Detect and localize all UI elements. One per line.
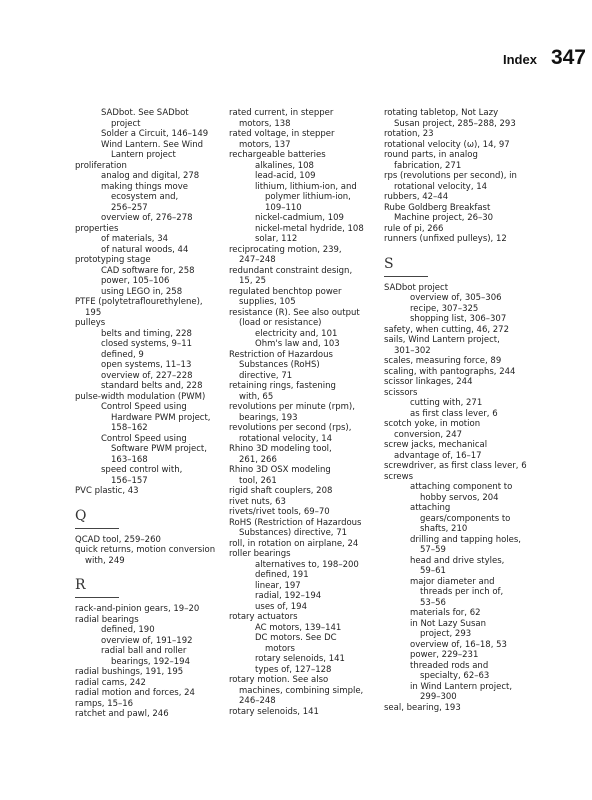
index-entry: revolutions per second (rps), <box>229 423 352 433</box>
index-entry: Rhino 3D modeling tool, <box>229 444 332 454</box>
index-subentry: power, 105–106 <box>101 276 170 286</box>
index-subentry: fabrication, 271 <box>394 160 462 171</box>
index-subentry: Ohm's law and, 103 <box>255 339 340 349</box>
index-subentry: alkalines, 108 <box>255 160 314 171</box>
index-entry: scissor linkages, 244 <box>384 377 473 387</box>
index-entry: screws <box>384 471 414 482</box>
index-entry: rivets/rivet tools, 69–70 <box>229 507 330 517</box>
index-subentry: shafts, 210 <box>420 524 468 534</box>
index-entry: safety, when cutting, 46, 272 <box>384 324 510 335</box>
index-entry: resistance (R). See also output <box>229 307 360 318</box>
index-subentry: 301–302 <box>394 345 431 356</box>
index-entry: rotary actuators <box>229 612 298 622</box>
index-subentry: materials for, 62 <box>410 608 481 618</box>
index-subentry: recipe, 307–325 <box>410 303 479 314</box>
index-subentry: in Wind Lantern project, <box>410 681 513 692</box>
running-header <box>503 46 586 72</box>
index-subentry: defined, 9 <box>101 349 144 360</box>
index-entry: roller bearings <box>229 549 291 559</box>
index-subentry: overview of, 191–192 <box>101 635 193 646</box>
index-subentry: rotational velocity, 14 <box>394 181 488 192</box>
index-entry: ramps, 15–16 <box>75 698 134 709</box>
index-entry: ratchet and pawl, 246 <box>75 709 169 719</box>
index-subentry: bearings, 193 <box>239 412 298 423</box>
index-subentry: solar, 112 <box>255 234 298 244</box>
index-subentry: attaching component to <box>410 482 513 492</box>
index-subentry: closed systems, 9–11 <box>101 339 193 349</box>
index-subentry: nickel-metal hydride, 108 <box>255 223 364 234</box>
index-entry: radial bushings, 191, 195 <box>75 667 184 677</box>
index-entry: rechargeable batteries <box>229 150 326 160</box>
index-subentry: speed control with, <box>101 465 183 475</box>
index-entry: quick returns, motion conversion <box>75 545 216 555</box>
index-column-1 <box>75 108 220 720</box>
index-entry: radial motion and forces, 24 <box>75 688 195 698</box>
index-entry: scissors <box>384 387 418 398</box>
index-subentry: 247–248 <box>239 255 276 265</box>
index-entry: rotary motion. See also <box>229 675 329 685</box>
index-subentry: major diameter and <box>410 576 495 587</box>
index-entry: radial bearings <box>75 614 139 625</box>
index-subentry: ecosystem and, <box>111 192 179 202</box>
index-subentry: specialty, 62–63 <box>420 671 490 681</box>
index-entry: rotational velocity (ω), 14, 97 <box>384 139 510 150</box>
index-entry: Restriction of Hazardous <box>229 349 333 360</box>
index-subentry: threaded rods and <box>410 660 489 671</box>
index-subentry: rotary selenoids, 141 <box>255 654 345 664</box>
index-subentry: with, 65 <box>239 391 274 402</box>
index-entry: rivet nuts, 63 <box>229 496 286 507</box>
index-entry: pulleys <box>75 318 106 328</box>
index-subentry: rotational velocity, 14 <box>239 433 333 444</box>
index-subentry: defined, 190 <box>101 625 155 635</box>
index-subentry: tool, 261 <box>239 475 277 486</box>
index-entry: PVC plastic, 43 <box>75 486 139 496</box>
index-subentry: Wind Lantern. See Wind <box>101 139 204 150</box>
index-entry: rotation, 23 <box>384 129 434 139</box>
index-subentry: defined, 191 <box>255 570 309 580</box>
index-subentry: project, 293 <box>420 629 472 639</box>
index-entry: regulated benchtop power <box>229 286 342 297</box>
index-subentry: Substances (RoHS) <box>239 360 320 370</box>
index-subentry: hobby servos, 204 <box>420 492 499 503</box>
index-subentry: of materials, 34 <box>101 234 169 244</box>
index-entry: rack-and-pinion gears, 19–20 <box>75 604 200 614</box>
index-subentry: Solder a Circuit, 146–149 <box>101 129 209 139</box>
index-subentry: lithium, lithium-ion, and <box>255 181 357 192</box>
index-subentry: 246–248 <box>239 696 276 706</box>
index-subentry: head and drive styles, <box>410 555 505 566</box>
index-subentry: attaching <box>410 503 451 513</box>
index-entry: scaling, with pantographs, 244 <box>384 366 516 377</box>
index-entry: seal, bearing, 193 <box>384 702 461 713</box>
index-subentry: Control Speed using <box>101 433 187 444</box>
index-subentry: conversion, 247 <box>394 429 463 440</box>
index-entry: redundant constraint design, <box>229 265 353 276</box>
index-subentry: (load or resistance) <box>239 318 322 328</box>
index-subentry: Control Speed using <box>101 402 187 412</box>
index-subentry: machines, combining simple, <box>239 685 364 696</box>
index-entry: roll, in rotation on airplane, 24 <box>229 538 359 549</box>
index-subentry: motors <box>265 643 295 654</box>
index-subentry: 195 <box>85 307 102 318</box>
index-subentry: supplies, 105 <box>239 297 296 307</box>
index-subentry: 261, 266 <box>239 454 277 465</box>
index-entry: rigid shaft couplers, 208 <box>229 486 333 496</box>
index-subentry: threads per inch of, <box>420 587 504 597</box>
index-entry: runners (unfixed pulleys), 12 <box>384 234 507 244</box>
index-entry: rotating tabletop, Not Lazy <box>384 108 499 118</box>
index-column-2 <box>229 108 377 717</box>
index-subentry: Software PWM project, <box>111 444 207 454</box>
page-number: 347 <box>550 46 586 69</box>
index-subentry: DC motors. See DC <box>255 633 337 643</box>
index-entry: sails, Wind Lantern project, <box>384 335 500 345</box>
index-subentry: Lantern project <box>111 150 176 160</box>
index-column-3 <box>384 108 544 713</box>
index-subentry: motors, 138 <box>239 118 291 129</box>
index-subentry: AC motors, 139–141 <box>255 622 342 633</box>
index-subentry: 53–56 <box>420 597 446 608</box>
index-entry: rated voltage, in stepper <box>229 129 335 139</box>
index-subentry: drilling and tapping holes, <box>410 534 522 545</box>
index-entry: Rube Goldberg Breakfast <box>384 202 491 213</box>
index-entry: screwdriver, as first class lever, 6 <box>384 461 527 471</box>
index-entry: Rhino 3D OSX modeling <box>229 465 331 475</box>
index-entry: scales, measuring force, 89 <box>384 356 502 366</box>
index-subentry: electricity and, 101 <box>255 328 338 339</box>
index-subentry: project <box>111 118 141 129</box>
index-subentry: with, 249 <box>85 555 125 566</box>
index-entry: rubbers, 42–44 <box>384 192 449 202</box>
index-subentry: overview of, 16–18, 53 <box>410 639 507 650</box>
index-subentry: 59–61 <box>420 566 446 576</box>
index-entry: prototyping stage <box>75 255 151 265</box>
index-subentry: power, 229–231 <box>410 650 479 660</box>
index-entry: properties <box>75 223 119 234</box>
index-entry: rotary selenoids, 141 <box>229 706 319 717</box>
index-entry: scotch yoke, in motion <box>384 419 481 429</box>
index-subentry: radial ball and roller <box>101 646 187 656</box>
index-subentry: radial, 192–194 <box>255 591 322 601</box>
index-subentry: nickel-cadmium, 109 <box>255 213 344 223</box>
index-subentry: standard belts and, 228 <box>101 381 203 391</box>
index-subentry: using LEGO in, 258 <box>101 286 183 297</box>
index-subentry: analog and digital, 278 <box>101 171 200 181</box>
index-subentry: overview of, 227–228 <box>101 370 193 381</box>
index-subentry: linear, 197 <box>255 580 301 591</box>
index-entry: RoHS (Restriction of Hazardous <box>229 517 362 528</box>
index-entry: rps (revolutions per second), in <box>384 171 517 181</box>
index-subentry: Susan project, 285–288, 293 <box>394 118 516 129</box>
section-letter-s: S <box>384 255 428 277</box>
index-subentry: SADbot. See SADbot <box>101 108 189 118</box>
index-subentry: 156–157 <box>111 475 148 486</box>
index-subentry: open systems, 11–13 <box>101 360 192 370</box>
index-subentry: CAD software for, 258 <box>101 265 195 276</box>
index-entry: QCAD tool, 259–260 <box>75 534 161 545</box>
index-entry: pulse-width modulation (PWM) <box>75 391 206 402</box>
index-subentry: shopping list, 306–307 <box>410 314 507 324</box>
index-subentry: cutting with, 271 <box>410 398 483 408</box>
index-entry: reciprocating motion, 239, <box>229 244 342 255</box>
index-entry: PTFE (polytetraflourethylene), <box>75 297 203 307</box>
index-subentry: 163–168 <box>111 454 148 465</box>
section-letter-r: R <box>75 576 119 598</box>
index-subentry: overview of, 276–278 <box>101 213 193 223</box>
index-subentry: 158–162 <box>111 423 148 433</box>
index-entry: rated current, in stepper <box>229 108 334 118</box>
index-subentry: lead-acid, 109 <box>255 171 316 181</box>
index-subentry: advantage of, 16–17 <box>394 450 482 461</box>
index-subentry: alternatives to, 198–200 <box>255 559 359 570</box>
index-entry: radial cams, 242 <box>75 677 146 688</box>
header-title: Index <box>502 52 537 67</box>
index-entry: SADbot project <box>384 282 449 293</box>
index-subentry: of natural woods, 44 <box>101 244 189 255</box>
index-subentry: 109–110 <box>265 202 302 213</box>
index-entry: revolutions per minute (rpm), <box>229 402 355 412</box>
index-subentry: directive, 71 <box>239 370 293 381</box>
index-entry: round parts, in analog <box>384 150 478 160</box>
index-subentry: Machine project, 26–30 <box>394 213 494 223</box>
index-subentry: uses of, 194 <box>255 601 307 612</box>
index-entry: retaining rings, fastening <box>229 381 336 391</box>
index-subentry: 299–300 <box>420 692 457 702</box>
index-subentry: 57–59 <box>420 545 446 555</box>
index-subentry: Substances) directive, 71 <box>239 528 348 538</box>
index-subentry: making things move <box>101 181 188 192</box>
section-letter-q: Q <box>75 507 119 529</box>
index-subentry: Hardware PWM project, <box>111 412 211 423</box>
index-subentry: 256–257 <box>111 202 148 213</box>
index-subentry: motors, 137 <box>239 139 291 150</box>
index-subentry: in Not Lazy Susan <box>410 618 486 629</box>
index-subentry: 15, 25 <box>239 276 267 286</box>
index-entry: proliferation <box>75 160 127 171</box>
index-subentry: polymer lithium-ion, <box>265 192 351 202</box>
index-subentry: gears/components to <box>420 513 511 524</box>
index-subentry: as first class lever, 6 <box>410 408 498 419</box>
index-subentry: types of, 127–128 <box>255 664 332 675</box>
index-subentry: overview of, 305–306 <box>410 293 502 303</box>
index-entry: rule of pi, 266 <box>384 223 444 234</box>
index-subentry: belts and timing, 228 <box>101 328 192 339</box>
index-subentry: bearings, 192–194 <box>111 656 191 667</box>
index-entry: screw jacks, mechanical <box>384 440 488 450</box>
